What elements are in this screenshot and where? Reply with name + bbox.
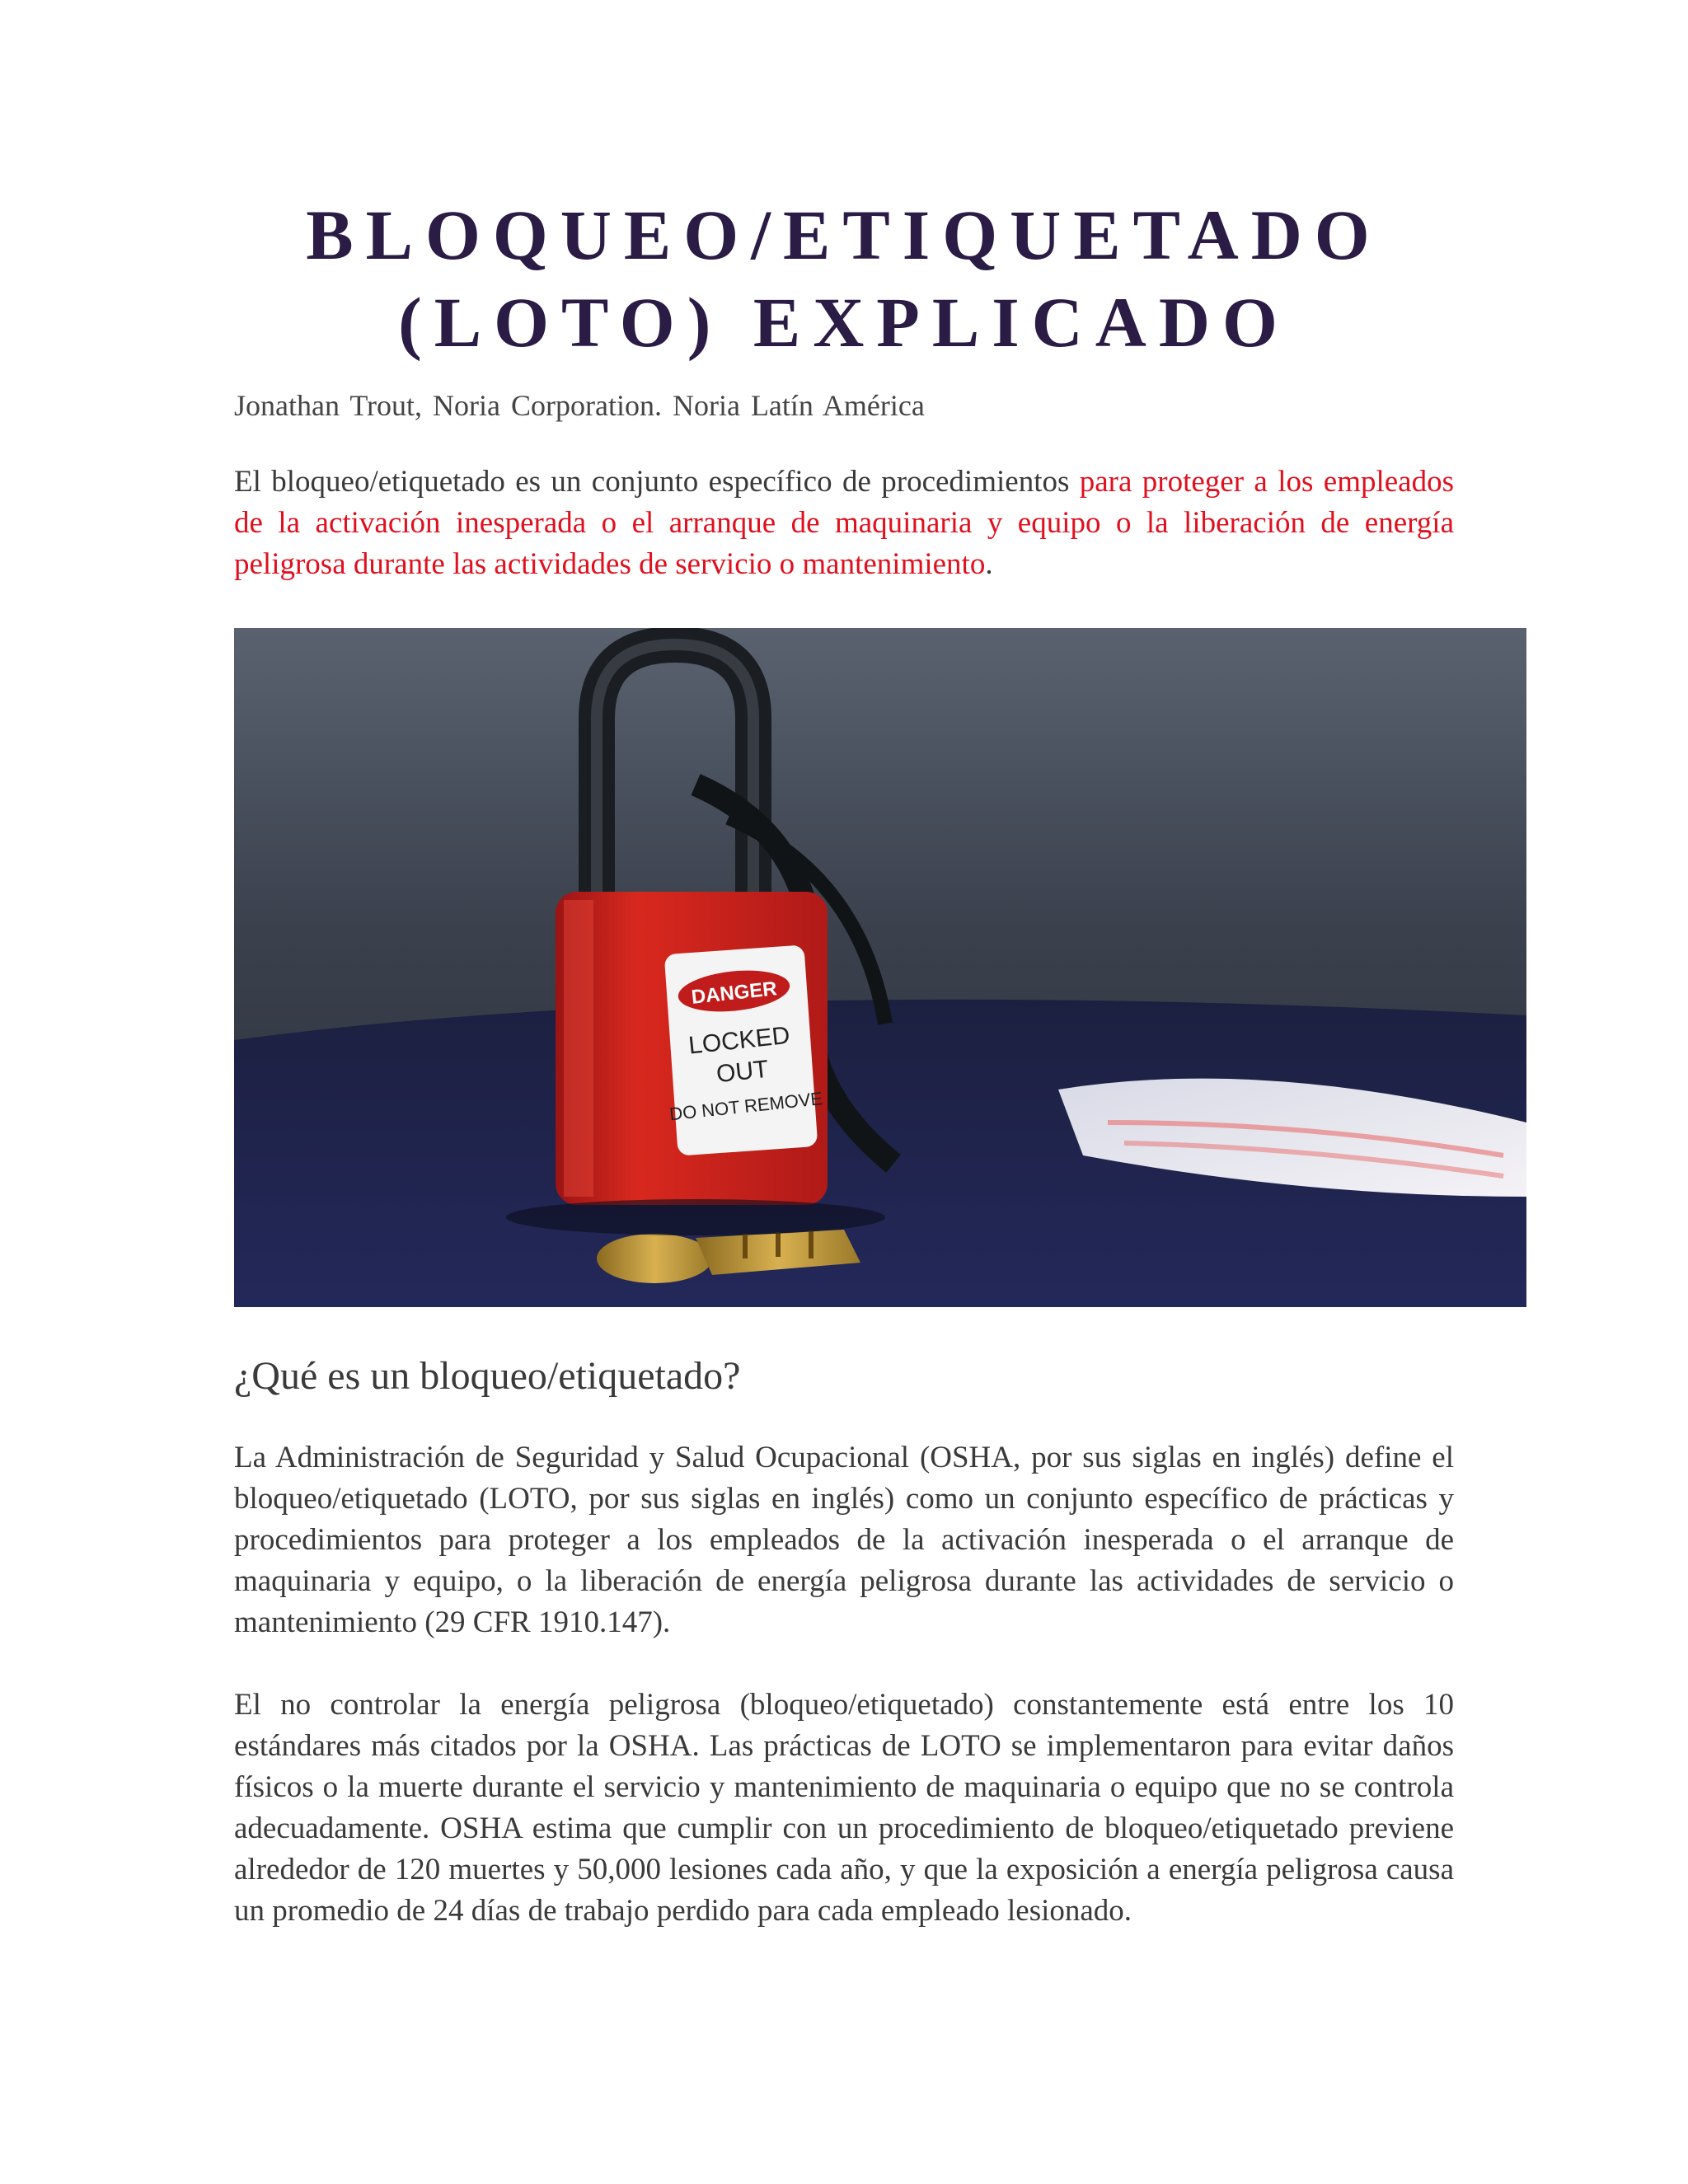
page-title xyxy=(234,191,1454,366)
padlock-photo xyxy=(234,628,1526,1307)
padlock-photo-icon xyxy=(234,628,1526,1307)
tag-locked-text: LOCKED xyxy=(687,1021,791,1060)
intro-end: . xyxy=(985,547,993,581)
title-line-1: BLOQUEO/ETIQUETADO xyxy=(306,195,1382,274)
tag-danger-text: DANGER xyxy=(690,977,778,1009)
intro-paragraph xyxy=(234,462,1454,585)
author-byline: Jonathan Trout, Noria Corporation. Noria Latín América xyxy=(234,389,925,422)
body-paragraph-2: El no controlar la energía peligrosa (bloqueo/etiquetado) constantemente está entre los 10 estándares más citados por la OSHA. Las prácticas de LOTO se implementaron para evitar daños físicos o la muerte durante el servicio y mantenimiento de maquinaria o equipo que no se controla adecuadamente. OSHA estima que cumplir con un procedimiento de bloqueo/etiquetado previene alrededor de 120 muertes y 50,000 lesiones cada año, y que la exposición a energía peligrosa causa un promedio de 24 días de trabajo perdido para cada empleado lesionado. xyxy=(234,1688,1454,1928)
title-line-2: (LOTO) EXPLICADO xyxy=(398,283,1290,362)
intro-text: El bloqueo/etiquetado es un conjunto específico de procedimientos xyxy=(234,465,1080,499)
tag-remove-text: DO NOT REMOVE xyxy=(668,1088,824,1125)
intro-highlight: para proteger a los empleados de la activación inesperada o el arranque de maquinaria y equipo o la liberación de energía peligrosa durante las actividades de servicio o mantenimiento xyxy=(234,465,1454,581)
tag-out-text: OUT xyxy=(715,1055,770,1089)
body-paragraph-1: La Administración de Seguridad y Salud Ocupacional (OSHA, por sus siglas en inglés) define el bloqueo/etiquetado (LOTO, por sus siglas en inglés) como un conjunto específico de prácticas y procedimientos para proteger a los empleados de la activación inesperada o el arranque de maquinaria y equipo, o la liberación de energía peligrosa durante las actividades de servicio o mantenimiento (29 CFR 1910.147). xyxy=(234,1441,1454,1639)
section-heading: ¿Qué es un bloqueo/etiquetado? xyxy=(234,1354,741,1398)
